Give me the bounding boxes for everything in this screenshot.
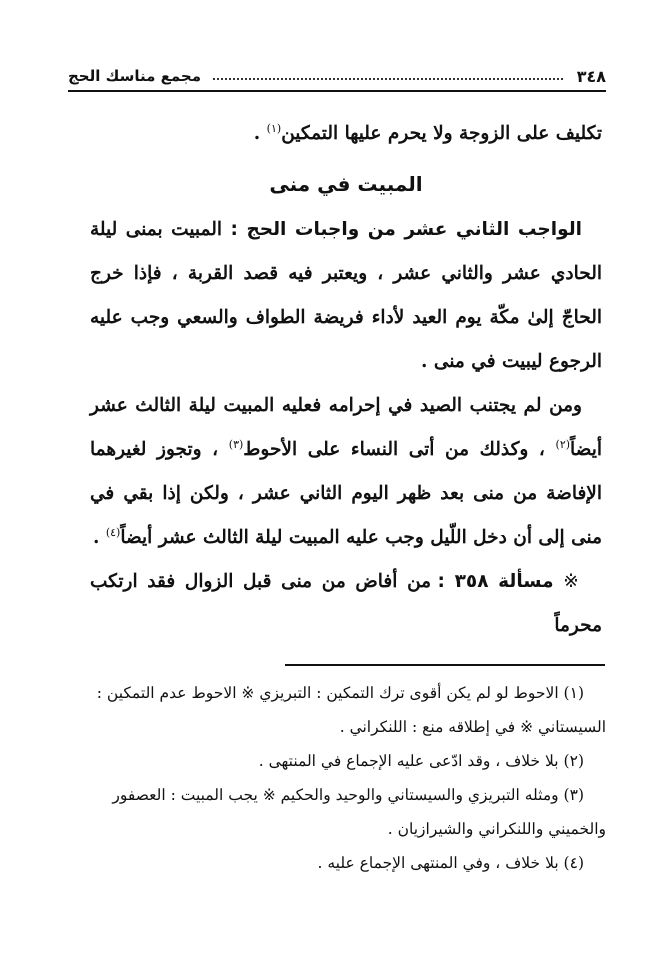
paragraph-text: ومن لم يجتنب الصيد في إحرامه فعليه المبيت ليلة الثالث عشر أيضاً — [90, 395, 603, 460]
paragraph-text: المبيت بمنى ليلة الحادي عشر والثاني عشر ، ويعتبر فيه قصد القربة ، فإذا خرج الحاجّ إلىٰ مكّة يوم العيد لأداء فريضة الطواف والسعي وجب عليه الرجوع ليبيت في منى . — [90, 219, 602, 372]
header-dot-leader — [213, 72, 563, 80]
issue-paragraph — [90, 560, 602, 648]
footnote-ref[interactable]: (٢) — [555, 437, 571, 451]
footnote-4: (٤) بلا خلاف ، وفي المنتهى الإجماع عليه . — [317, 854, 584, 872]
running-header — [68, 64, 606, 88]
footnote-separator — [285, 664, 605, 666]
star-icon: ※ — [563, 571, 582, 592]
footnote-2: (٢) بلا خلاف ، وقد ادّعى عليه الإجماع في المنتهى . — [258, 752, 584, 770]
continuation-paragraph — [90, 112, 602, 156]
footnote-1: (١) الاحوط لو لم يكن أقوى ترك التمكين : التبريزي ※ الاحوط عدم التمكين : السيستاني ※ في إطلاقه منع : اللنكراني . — [96, 684, 606, 736]
main-text — [90, 112, 602, 648]
section-heading: المبيت في منى — [269, 172, 423, 196]
footnote-3: (٣) ومثله التبريزي والسيستاني والوحيد والحكيم ※ يجب المبيت : العصفور والخميني واللنكراني والشيرازيان . — [112, 786, 606, 838]
paragraph-end: . — [92, 527, 106, 548]
paragraph-exceptions — [90, 384, 602, 560]
book-title: مجمع مناسك الحج — [68, 67, 202, 85]
footnotes — [66, 676, 606, 880]
footnote-ref[interactable]: (٣) — [228, 437, 244, 451]
issue-label: مسألة ٣٥٨ : — [437, 571, 564, 592]
obligation-lead: الواجب الثاني عشر من واجبات الحج : — [230, 219, 582, 240]
paragraph-text: ، وكذلك من أتى النساء على الأحوط — [243, 439, 556, 460]
footnote-ref[interactable]: (٤) — [105, 525, 121, 539]
paragraph-obligation — [90, 208, 602, 384]
header-rule — [68, 90, 606, 92]
footnote-ref[interactable]: (١) — [266, 121, 282, 135]
paragraph-end: . — [253, 123, 267, 144]
issue-text: من أفاض من منى قبل الزوال فقد ارتكب محرماً — [90, 571, 602, 636]
paragraph-text: ، وتجوز لغيرهما الإفاضة من منى بعد ظهر اليوم الثاني عشر ، ولكن إذا بقي في منى إلى أن دخل اللّيل وجب عليه المبيت ليلة الثالث عشر أيضاً — [90, 439, 602, 548]
paragraph-text: تكليف على الزوجة ولا يحرم عليها التمكين — [281, 123, 602, 144]
page-number: ٣٤٨ — [576, 66, 606, 86]
